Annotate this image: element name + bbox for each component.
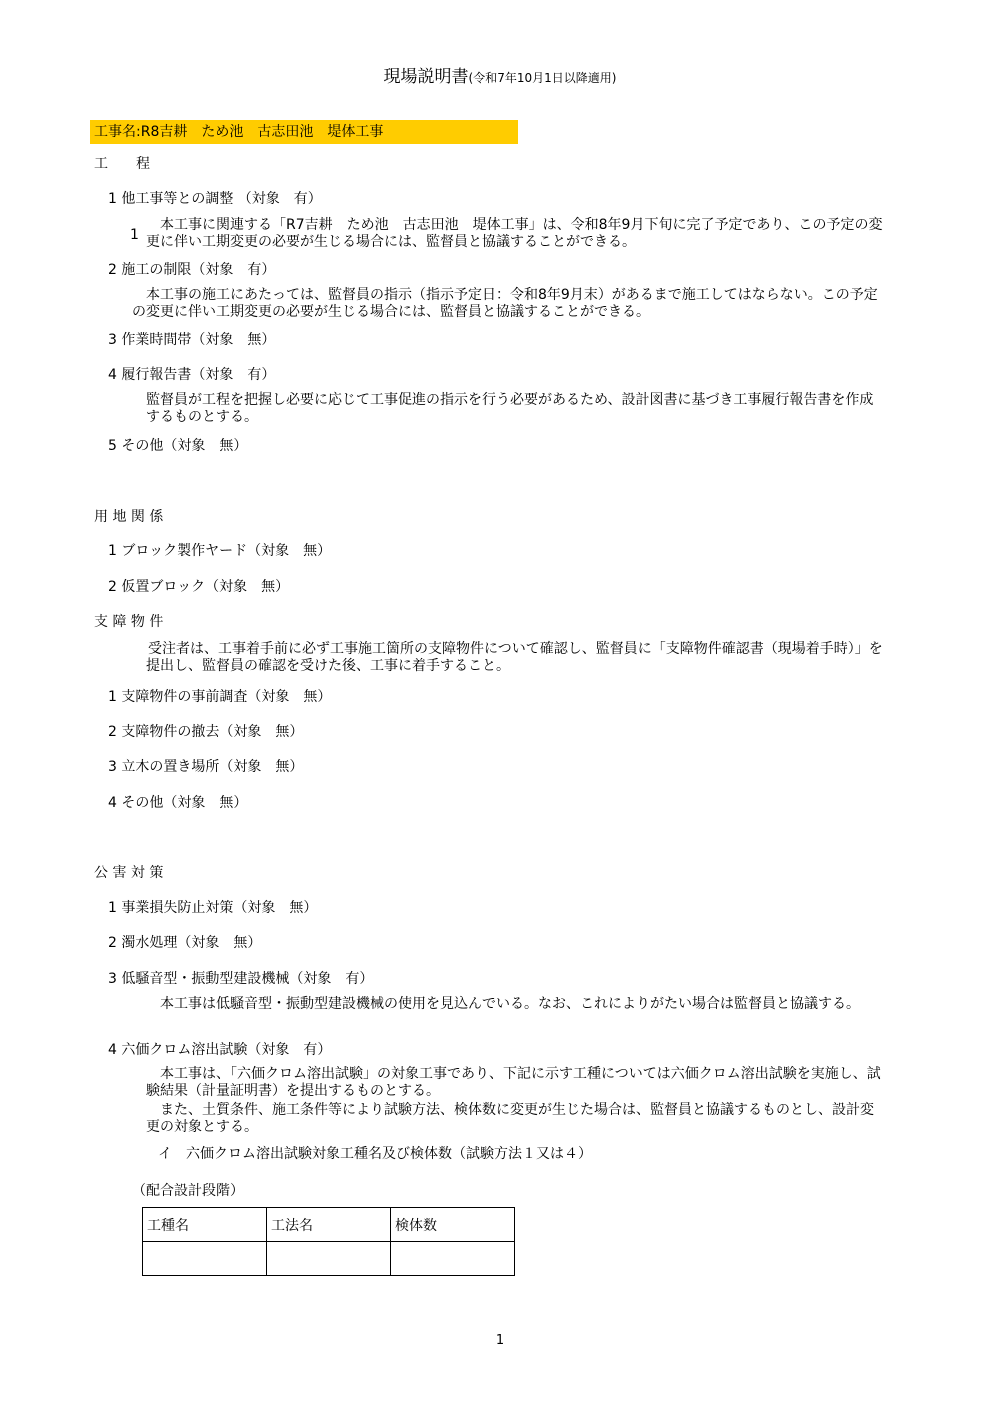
obstacles-text: 受注者は、工事着手前に必ず工事施工箇所の支障物件について確認し、監督員に「支障物件確認書（現場着手時）」を提出し、監督員の確認を受けた後、工事に着手すること。 (146, 641, 883, 674)
table-cell (391, 1242, 515, 1276)
item-timber-storage: 3 立木の置き場所（対象 無） (108, 759, 304, 775)
section-heading-pollution: 公 害 対 策 (94, 865, 164, 881)
item-construction-restriction: 2 施工の制限（対象 有） (108, 262, 276, 278)
item-hexavalent-chromium-test: 4 六価クロム溶出試験（対象 有） (108, 1042, 332, 1058)
item-coordination-number: 1 (130, 227, 139, 243)
table-cell (267, 1242, 391, 1276)
chromium-test-table (142, 1207, 515, 1276)
item-schedule-other: 5 その他（対象 無） (108, 438, 248, 454)
item-low-noise-machinery: 3 低騒音型・振動型建設機械（対象 有） (108, 971, 374, 987)
item-progress-report-text: 監督員が工程を把握し必要に応じて工事促進の指示を行う必要があるため、設計図書に基づき工事履行報告書を作成するものとする。 (146, 392, 874, 425)
page-title (0, 62, 1000, 87)
section-heading-schedule: 工 程 (94, 156, 150, 172)
item-obstacle-survey: 1 支障物件の事前調査（対象 無） (108, 689, 332, 705)
project-name-banner: 工事名:R8吉耕 ため池 古志田池 堤体工事 (90, 120, 518, 144)
item-obstacle-removal: 2 支障物件の撤去（対象 無） (108, 724, 304, 740)
item-coordination-text: 本工事に関連する「R7吉耕 ため池 古志田池 堤体工事」は、令和8年9月下旬に完了予定であり、この予定の変更に伴い工期変更の必要が生じる場合には、監督員と協議することができる。 (146, 217, 883, 250)
table-header-work-type: 工種名 (143, 1208, 267, 1242)
table-row (143, 1242, 515, 1276)
item-temp-block: 2 仮置ブロック（対象 無） (108, 579, 290, 595)
item-working-hours: 3 作業時間帯（対象 無） (108, 332, 276, 348)
chromium-test-text-1: 本工事は、「六価クロム溶出試験」の対象工事であり、下記に示す工種については六価クロム溶出試験を実施し、試験結果（計量証明書）を提出するものとする。 (146, 1066, 881, 1099)
table-header-sample-count: 検体数 (391, 1208, 515, 1242)
title-main: 現場説明書 (383, 67, 469, 87)
item-low-noise-machinery-text: 本工事は低騒音型・振動型建設機械の使用を見込んでいる。なお、これによりがたい場合は監督員と協議する。 (146, 996, 860, 1012)
mix-design-stage-label: （配合設計段階） (132, 1183, 244, 1199)
item-coordination: 1 他工事等との調整 （対象 有） (108, 191, 322, 207)
item-construction-restriction-text: 本工事の施工にあたっては、監督員の指示（指示予定日：令和8年9月末）があるまで施工してはならない。この予定の変更に伴い工期変更の必要が生じる場合には、監督員と協議することができる。 (132, 287, 878, 320)
title-subtitle: (令和7年10月1日以降適用) (468, 71, 617, 85)
item-loss-prevention: 1 事業損失防止対策（対象 無） (108, 900, 318, 916)
section-heading-obstacles: 支 障 物 件 (94, 614, 164, 630)
table-cell (143, 1242, 267, 1276)
table-header-method: 工法名 (267, 1208, 391, 1242)
item-progress-report: 4 履行報告書（対象 有） (108, 367, 276, 383)
item-turbid-water: 2 濁水処理（対象 無） (108, 935, 262, 951)
table-header-row (143, 1208, 515, 1242)
chromium-test-subitem: イ 六価クロム溶出試験対象工種名及び検体数（試験方法１又は４） (158, 1146, 592, 1162)
item-obstacle-other: 4 その他（対象 無） (108, 795, 248, 811)
page-number: 1 (495, 1333, 505, 1348)
chromium-test-text-2: また、土質条件、施工条件等により試験方法、検体数に変更が生じた場合は、監督員と協議するものとし、設計変更の対象とする。 (146, 1102, 874, 1135)
item-block-yard: 1 ブロック製作ヤード（対象 無） (108, 543, 332, 559)
section-heading-land: 用 地 関 係 (94, 509, 164, 525)
